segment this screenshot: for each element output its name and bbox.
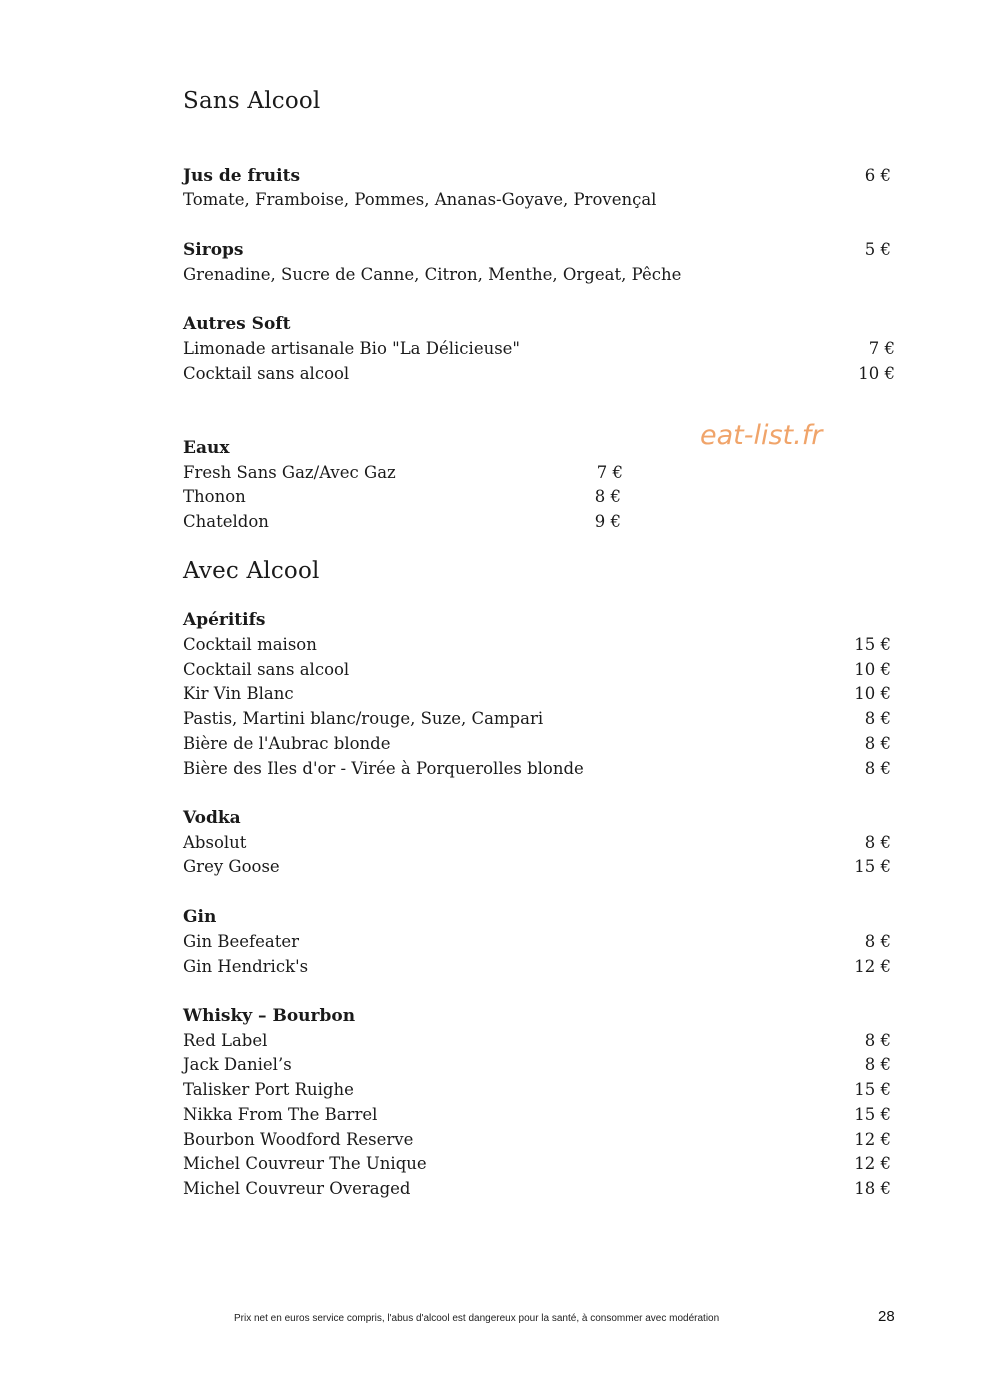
category-vodka: Vodka — [183, 808, 241, 828]
category-gin: Gin — [183, 907, 217, 927]
list-item: Gin Beefeater — [183, 932, 299, 951]
page-number: 28 — [878, 1308, 895, 1325]
item-price: 15 € — [854, 1105, 891, 1124]
item-price: 12 € — [854, 1154, 891, 1173]
list-item: Michel Couvreur The Unique — [183, 1154, 427, 1173]
list-item: Nikka From The Barrel — [183, 1105, 378, 1124]
list-item: Kir Vin Blanc — [183, 684, 294, 703]
item-price: 10 € — [854, 684, 891, 703]
section-title-sans-alcool: Sans Alcool — [183, 88, 321, 114]
item-price: 8 € — [864, 759, 891, 778]
list-item: Absolut — [183, 833, 247, 852]
category-autres-soft: Autres Soft — [183, 314, 291, 334]
item-price: 12 € — [854, 1130, 891, 1149]
category-eaux: Eaux — [183, 438, 230, 458]
item-price: 15 € — [854, 857, 891, 876]
item-price: 9 € — [594, 512, 621, 531]
item-price: 8 € — [864, 932, 891, 951]
item-price: 10 € — [858, 364, 895, 383]
item-price: 8 € — [864, 734, 891, 753]
watermark-logo: eat-list.fr — [700, 420, 823, 451]
item-price: 7 € — [868, 339, 895, 358]
item-price: 18 € — [854, 1179, 891, 1198]
list-item: Jack Daniel’s — [183, 1055, 292, 1074]
item-price: 8 € — [864, 709, 891, 728]
item-price: 15 € — [854, 635, 891, 654]
item-price: 15 € — [854, 1080, 891, 1099]
list-item: Chateldon — [183, 512, 269, 531]
item-price: 8 € — [864, 1055, 891, 1074]
list-item: Cocktail maison — [183, 635, 317, 654]
description-jus-de-fruits: Tomate, Framboise, Pommes, Ananas-Goyave, Provençal — [183, 190, 657, 209]
list-item: Fresh Sans Gaz/Avec Gaz — [183, 463, 396, 482]
list-item: Michel Couvreur Overaged — [183, 1179, 411, 1198]
item-price: 10 € — [854, 660, 891, 679]
price-sirops: 5 € — [864, 240, 891, 259]
list-item: Bourbon Woodford Reserve — [183, 1130, 414, 1149]
footer-note: Prix net en euros service compris, l'abus d'alcool est dangereux pour la santé, à consommer avec modération — [234, 1313, 720, 1324]
price-jus-de-fruits: 6 € — [864, 166, 891, 185]
category-aperitifs: Apéritifs — [183, 610, 266, 630]
list-item: Pastis, Martini blanc/rouge, Suze, Campari — [183, 709, 544, 728]
list-item: Cocktail sans alcool — [183, 660, 350, 679]
list-item: Bière de l'Aubrac blonde — [183, 734, 391, 753]
item-price: 8 € — [594, 487, 621, 506]
item-price: 12 € — [854, 957, 891, 976]
list-item: Red Label — [183, 1031, 268, 1050]
list-item: Bière des Iles d'or - Virée à Porquerolles blonde — [183, 759, 584, 778]
list-item: Cocktail sans alcool — [183, 364, 350, 383]
list-item: Gin Hendrick's — [183, 957, 309, 976]
item-price: 7 € — [596, 463, 623, 482]
list-item: Thonon — [183, 487, 246, 506]
list-item: Limonade artisanale Bio "La Délicieuse" — [183, 339, 521, 358]
category-jus-de-fruits: Jus de fruits — [183, 166, 301, 186]
description-sirops: Grenadine, Sucre de Canne, Citron, Menthe, Orgeat, Pêche — [183, 265, 682, 284]
list-item: Grey Goose — [183, 857, 280, 876]
section-title-avec-alcool: Avec Alcool — [183, 558, 320, 584]
item-price: 8 € — [864, 833, 891, 852]
category-sirops: Sirops — [183, 240, 244, 260]
item-price: 8 € — [864, 1031, 891, 1050]
category-whisky-bourbon: Whisky – Bourbon — [183, 1006, 356, 1026]
list-item: Talisker Port Ruighe — [183, 1080, 354, 1099]
